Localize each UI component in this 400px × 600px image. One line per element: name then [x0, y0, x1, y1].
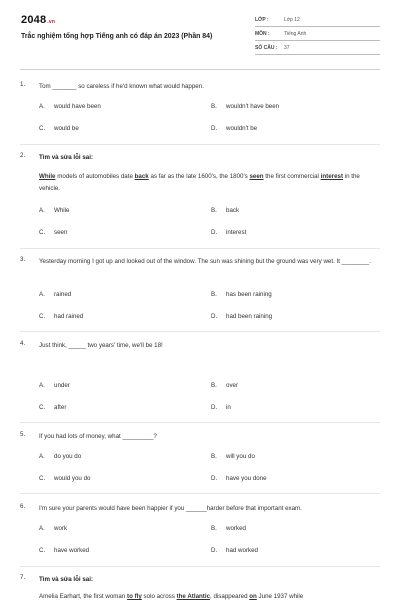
error-sentence: While models of automobiles date back as far as the late 1600's, the 1800's seen the first commercial interest in the vehicle.: [39, 173, 360, 192]
question-text: If you had lots of money, what _________?: [39, 433, 157, 440]
question-text: Tìm và sửa lỗi sai:: [39, 154, 94, 161]
meta-key: SỐ CÂU :: [255, 45, 278, 51]
question-number: 6.: [20, 503, 26, 510]
underlined-segment: While: [39, 173, 56, 180]
question-separator: [20, 248, 380, 249]
underlined-segment: back: [134, 173, 149, 180]
meta-count: [255, 43, 380, 55]
document-title: Trắc nghiệm tổng hợp Tiếng anh có đáp án 2023 (Phần 84): [21, 33, 213, 40]
meta-value: Tiếng Anh: [284, 31, 307, 37]
underlined-segment: the Atlantic: [176, 593, 211, 600]
question-text: Just think, _____ two years' time, we'll be 18!: [39, 342, 163, 349]
meta-key: MÔN :: [255, 31, 270, 37]
question-number: 4.: [20, 340, 26, 347]
question-separator: [20, 493, 380, 494]
underlined-segment: to fly: [127, 593, 142, 600]
question-separator: [20, 331, 380, 332]
meta-value: Lớp 12: [284, 17, 300, 23]
header-divider: [20, 69, 380, 70]
document-page: 2048.vn Trắc nghiệm tổng hợp Tiếng anh có đáp án 2023 (Phần 84) LỚP : Lớp 12 MÔN : Tiếng Anh SỐ CÂU : 37 1. Tom _______ so careless if he'd known what would happen. A. would have been B. wouldn't have been C. would be D. wouldn't be 2. Tìm và sửa lỗi sai: While models of automobiles date back as far as the late 1600's, the 1800's seen the first commercial interest in the vehicle. A. While B. back C. seen D. interest 3. Yesterday morning I got up and looked out of the window. The sun was shining but the ground was very wet. It ________. A. rained B. has been raining C. had rained D. had been raining 4. Just think, _____ two years' time, we'll be 18! A. under B. over C. after D. in 5. If you had lots of money, what _________? A. do you do B. will you do C. would you do D. have you done 6. I'm sure your parents would have been happier if you ______harder before that important exam. A. work B. worked C. have worked D. had worked 7. Tìm và sửa lỗi sai: Amelia Earhart, the first woman to fly solo across the Atlantic, disappeared on June 1937 while: [0, 0, 400, 600]
question-number: 5.: [20, 431, 26, 438]
question-separator: [20, 566, 380, 567]
meta-value: 37: [284, 45, 290, 51]
site-logo[interactable]: 2048.vn: [21, 14, 56, 26]
meta-class: [255, 15, 380, 27]
question-number: 3.: [20, 256, 26, 263]
error-sentence: Amelia Earhart, the first woman to fly solo across the Atlantic, disappeared on June 1937 while: [39, 593, 304, 600]
underlined-segment: on: [249, 593, 257, 600]
question-separator: [20, 144, 380, 145]
underlined-segment: seen: [249, 173, 264, 180]
question-number: 2.: [20, 152, 26, 159]
question-text: Yesterday morning I got up and looked out of the window. The sun was shining but the ground was very wet. It ________.: [39, 258, 371, 265]
question-number: 1.: [20, 81, 26, 88]
question-number: 7.: [20, 574, 26, 581]
question-separator: [20, 422, 380, 423]
document-header: [0, 0, 400, 62]
question-text: I'm sure your parents would have been happier if you ______harder before that important exam.: [39, 505, 302, 512]
meta-key: LỚP :: [255, 17, 269, 23]
question-text: Tom _______ so careless if he'd known what would happen.: [39, 83, 204, 90]
question-text: Tìm và sửa lỗi sai:: [39, 576, 94, 583]
meta-subject: [255, 29, 380, 41]
underlined-segment: interest: [320, 173, 344, 180]
